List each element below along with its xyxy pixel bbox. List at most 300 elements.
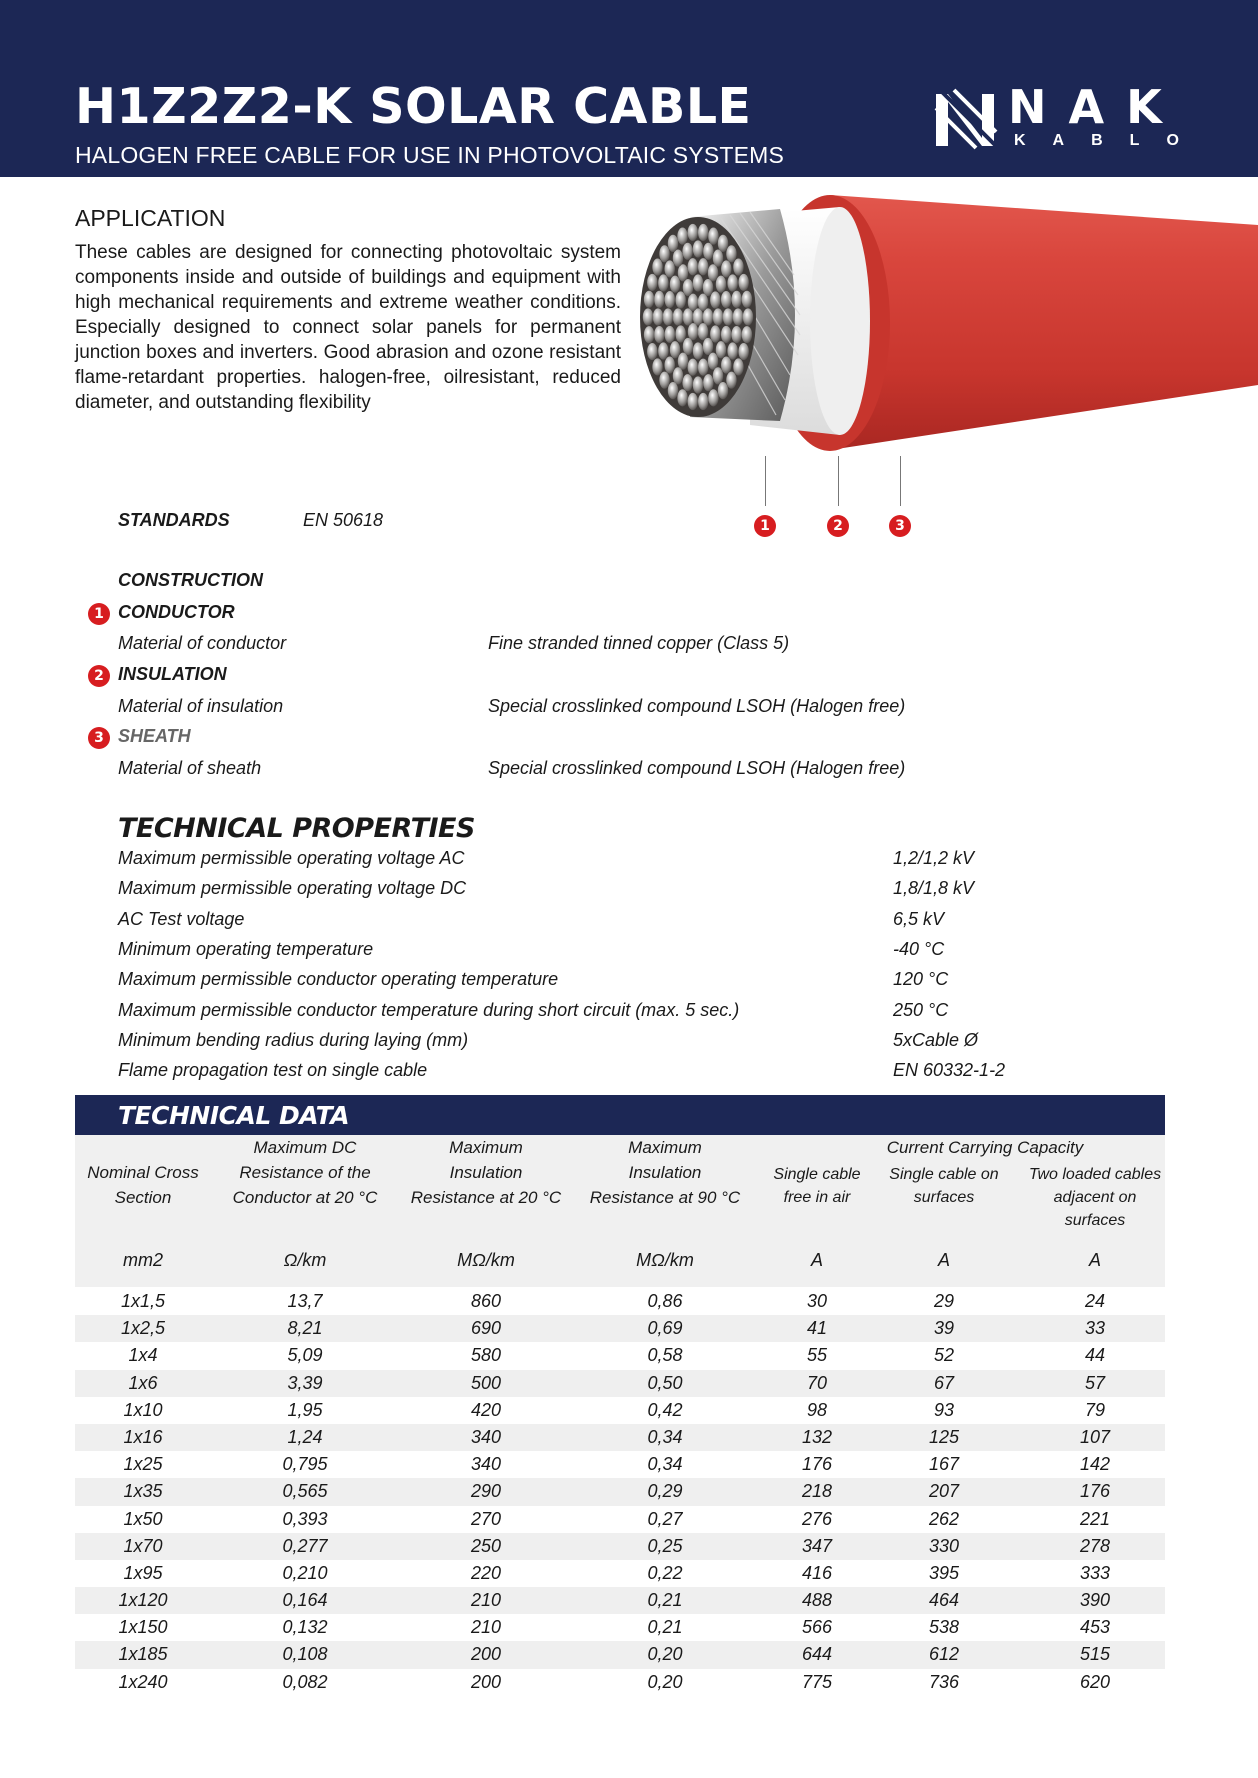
table-cell: 0,164 [282,1590,328,1611]
table-cell: 500 [470,1372,502,1393]
strand-wire [708,228,718,245]
strand-wire [698,294,708,311]
strand-wire [673,367,683,384]
tech-property-row [118,939,1018,969]
table-cell: 566 [801,1617,833,1638]
strand-wire [682,243,692,260]
marker-line-3 [900,456,901,506]
strand-wire [683,308,693,325]
table-cell: 210 [470,1590,502,1611]
table-row [75,1397,1165,1424]
column-header [75,1135,211,1210]
strand-wire [731,291,741,308]
strand-wire [731,326,741,343]
column-unit: MΩ/km [457,1250,515,1270]
table-cell: 0,86 [647,1291,683,1311]
strand-wire [678,353,688,370]
table-cell: 340 [470,1426,502,1447]
table-row [75,1669,1165,1696]
tech-property-row [118,909,1018,939]
header-banner [0,0,1258,177]
tech-property-label: Maximum permissible operating voltage DC [118,878,467,899]
technical-data-heading: TECHNICAL DATA [118,1101,350,1130]
technical-data-bar [75,1095,1165,1135]
table-cell: 690 [470,1318,502,1339]
table-cell: 33 [1084,1318,1106,1339]
column-unit: MΩ/km [636,1250,694,1270]
table-cell: 207 [928,1481,960,1502]
table-cell: 220 [470,1562,502,1583]
strand-wire [713,308,723,325]
table-cell: 488 [801,1590,833,1611]
table-cell: 98 [806,1399,828,1420]
strand-wire [693,240,703,257]
construction-badge-1: 1 [88,603,110,625]
column-header [575,1135,755,1210]
table-cell: 0,42 [647,1399,683,1420]
strand-wire [673,308,683,325]
strand-wire [716,341,726,358]
strand-wire [654,291,664,308]
table-cell: 57 [1084,1372,1106,1393]
table-cell: 250 [470,1535,502,1556]
table-cell: 39 [933,1318,955,1339]
table-cell: 538 [928,1617,960,1638]
brand-logo [934,80,1206,156]
tech-property-label: AC Test voltage [118,908,245,929]
strand-wire [668,235,678,252]
table-cell: 0,20 [647,1644,683,1665]
insulation-material-label: Material of insulation [118,696,284,716]
construction-badge-3: 3 [88,727,110,749]
table-row [75,1587,1165,1614]
column-header-line: free in air [783,1189,851,1206]
column-header-line: Section [114,1188,172,1207]
table-cell: 0,20 [647,1671,683,1692]
strand-wire [713,367,723,384]
strand-wire [710,291,720,308]
table-cell: 276 [801,1508,833,1529]
table-cell: 464 [928,1590,960,1611]
table-cell: 0,108 [282,1644,328,1665]
application-heading: APPLICATION [75,205,226,231]
strand-wire [727,274,737,291]
tech-property-value: 1,8/1,8 kV [893,878,975,899]
tech-property-value: EN 60332-1-2 [893,1060,1006,1081]
table-cell: 1x2,5 [120,1318,166,1339]
tech-property-value: 5xCable Ø [893,1029,979,1050]
column-header-line: Nominal Cross [87,1163,199,1182]
tech-property-label: Minimum bending radius during laying (mm) [118,1029,469,1050]
table-cell: 333 [1079,1562,1111,1583]
strand-wire [721,291,731,308]
table-cell: 262 [928,1508,960,1529]
table-cell: 176 [1079,1481,1111,1502]
table-cell: 176 [801,1454,833,1475]
strand-wire [644,326,654,343]
strand-wire [708,264,718,281]
marker-line-2 [838,456,839,506]
strand-wire [708,389,718,406]
strand-wire [708,353,718,370]
strand-wire [703,308,713,325]
strand-wire [723,308,733,325]
table-cell: 13,7 [287,1291,323,1311]
tech-property-row [118,1060,1018,1090]
strand-wire [675,325,685,342]
table-cell: 395 [928,1562,960,1583]
table-cell: 8,21 [287,1318,323,1339]
logo-name: NAK [1008,80,1184,134]
strand-wire [659,245,669,262]
table-row [75,1560,1165,1587]
table-cell: 142 [1079,1454,1111,1475]
page-title: H1Z2Z2-K SOLAR CABLE [75,78,752,135]
table-cell: 0,58 [647,1345,683,1366]
application-text: These cables are designed for connecting photovoltaic system components inside and outside of buildings and equipment with high mechanical requirements and extreme weather conditions. Especially designed to connect solar panels for permanent junction boxes and inverters. Good abrasion and ozone resistant flame-retardant properties. halogen-free, oilresistant, reduced diameter, and outstanding flexibility [75,242,621,413]
table-cell: 453 [1079,1617,1111,1638]
conductor-material-value: Fine stranded tinned copper (Class 5) [488,633,790,653]
table-cell: 420 [470,1399,502,1420]
table-cell: 775 [801,1671,833,1692]
strand-wire [644,291,654,308]
strand-wire [698,323,708,340]
table-cell: 221 [1079,1508,1111,1529]
table-cell: 5,09 [287,1345,323,1366]
strand-wire [675,291,685,308]
strand-wire [673,250,683,267]
marker-badge-2: 2 [827,515,849,537]
strand-wire [688,224,698,241]
table-cell: 0,132 [282,1617,328,1638]
table-row [75,1288,1165,1315]
cable-illustration [640,185,1258,545]
strand-wire [658,342,668,359]
strand-wire [647,343,657,360]
column-header-line: Single cable [773,1166,861,1183]
column-unit: A [810,1250,823,1270]
column-header-line: Maximum [628,1138,702,1157]
table-row [75,1478,1165,1505]
table-cell: 0,27 [647,1508,683,1529]
column-header-line: Maximum DC [253,1138,357,1157]
strand-wire [721,326,731,343]
table-row [75,1641,1165,1668]
table-cell: 200 [470,1644,502,1665]
strand-wire [742,326,752,343]
table-cell: 52 [933,1345,955,1366]
table-cell: 0,50 [647,1372,683,1393]
strand-wire [743,308,753,325]
column-unit: A [937,1250,950,1270]
table-cell: 0,21 [647,1617,683,1638]
table-cell: 1x150 [118,1617,168,1638]
table-cell: 515 [1079,1644,1111,1665]
table-cell: 0,277 [282,1535,328,1556]
table-cell: 580 [470,1345,502,1366]
tech-property-value: 250 °C [893,999,949,1020]
table-cell: 0,29 [647,1481,683,1502]
table-cell: 79 [1084,1399,1106,1420]
table-cell: 1x95 [123,1562,163,1583]
strand-wire [665,326,675,343]
strand-wire [733,258,743,275]
table-cell: 0,25 [647,1535,683,1556]
table-cell: 1x70 [123,1535,163,1556]
table-cell: 612 [928,1644,960,1665]
strand-wire [688,258,698,275]
strand-wire [733,308,743,325]
strand-wire [677,228,687,245]
column-header-line: Single cable on [889,1166,999,1183]
table-cell: 67 [933,1372,955,1393]
column-header-line: Resistance at 90 °C [589,1188,741,1207]
table-cell: 0,21 [647,1590,683,1611]
strand-wire [703,243,713,260]
strand-wire [647,274,657,291]
table-cell: 30 [806,1291,828,1311]
column-header [215,1135,395,1210]
table-cell: 167 [928,1454,960,1475]
table-cell: 1,24 [287,1426,323,1447]
strand-wire [688,323,698,340]
tech-property-row [118,969,1018,999]
table-cell: 0,082 [282,1671,328,1692]
tech-property-label: Flame propagation test on single cable [118,1060,428,1081]
insulation-material-value: Special crosslinked compound LSOH (Halogen free) [488,696,906,716]
strand-wire [658,274,668,291]
column-header-line: Conductor at 20 °C [232,1188,378,1207]
table-cell: 44 [1084,1345,1106,1366]
table-cell: 0,393 [282,1508,328,1529]
strand-wire [693,274,703,291]
construction-badge-2: 2 [88,665,110,687]
tech-property-value: 120 °C [893,969,949,990]
column-header [752,1163,882,1209]
table-cell: 1x4 [128,1345,158,1366]
column-header [1020,1163,1170,1232]
column-header-line: Insulation [449,1163,523,1182]
table-cell: 3,39 [287,1372,323,1393]
tech-property-label: Minimum operating temperature [118,938,374,959]
technical-properties-heading: TECHNICAL PROPERTIES [118,813,475,844]
strand-wire [698,359,708,376]
table-row [75,1424,1165,1451]
strand-wire [688,359,698,376]
table-cell: 0,795 [282,1454,328,1475]
strand-wire [643,308,653,325]
strand-wire [727,342,737,359]
table-header [75,1135,1165,1287]
tech-property-value: 1,2/1,2 kV [893,848,975,868]
table-cell: 55 [806,1345,828,1366]
strand-wire [718,382,728,399]
strand-wire [698,393,708,410]
column-unit: Ω/km [283,1250,327,1270]
strand-wire [693,342,703,359]
table-cell: 278 [1079,1535,1111,1556]
column-header-line: Resistance of the [239,1163,371,1182]
table-cell: 644 [801,1644,833,1665]
strand-wire [703,374,713,391]
table-cell: 620 [1079,1671,1111,1692]
strand-wire [713,250,723,267]
column-unit: A [1088,1250,1101,1270]
strand-wire [654,326,664,343]
table-cell: 1,95 [287,1399,323,1420]
table-cell: 347 [801,1535,833,1556]
table-cell: 125 [928,1426,960,1447]
strand-wire [683,279,693,296]
strand-wire [726,372,736,389]
table-cell: 330 [928,1535,960,1556]
table-cell: 0,34 [647,1426,683,1447]
table-cell: 70 [806,1372,828,1393]
table-cell: 1x120 [118,1590,168,1611]
table-row [75,1451,1165,1478]
table-row [75,1614,1165,1641]
strand-wire [688,294,698,311]
sheath-material-value: Special crosslinked compound LSOH (Halogen free) [488,758,906,778]
strand-wire [652,358,662,375]
strand-wire [682,374,692,391]
standards-value: EN 50618 [303,510,384,530]
table-cell: 0,210 [282,1562,328,1583]
tech-property-row [118,878,1018,908]
table-cell: 210 [470,1617,502,1638]
marker-badge-1: 1 [754,515,776,537]
table-cell: 0,22 [647,1562,683,1583]
strand-wire [721,356,731,373]
column-header-line [75,1135,211,1160]
strand-wire [698,258,708,275]
table-cell: 218 [801,1481,833,1502]
strand-wire [703,279,713,296]
table-cell: 1x10 [123,1399,163,1420]
strand-wire [742,291,752,308]
tech-property-value: -40 °C [893,938,945,959]
column-header-line: Resistance at 20 °C [410,1188,562,1207]
strand-wire [738,274,748,291]
tech-property-label: Maximum permissible conductor temperature during short circuit (max. 5 sec.) [118,999,740,1020]
strand-wire [688,393,698,410]
strand-wire [668,382,678,399]
tech-property-label: Maximum permissible conductor operating temperature [118,969,559,990]
marker-line-1 [765,456,766,506]
strand-wire [665,260,675,277]
strand-wire [670,276,680,293]
table-row [75,1315,1165,1342]
strand-wire [670,341,680,358]
strand-wire [663,308,673,325]
column-header-line: adjacent on [1053,1189,1137,1206]
column-header-line: surfaces [1064,1212,1126,1229]
strand-wire [665,356,675,373]
column-header-line: Insulation [628,1163,702,1182]
construction-conductor-title: CONDUCTOR [118,602,235,622]
table-cell: 0,69 [647,1318,683,1339]
table-cell: 1x25 [123,1454,163,1475]
table-cell: 200 [470,1671,502,1692]
table-cell: 24 [1084,1291,1106,1311]
page-subtitle: HALOGEN FREE CABLE FOR USE IN PHOTOVOLTAIC SYSTEMS [75,142,785,168]
tech-property-row [118,1030,1018,1060]
strand-wire [653,308,663,325]
table-cell: 41 [806,1318,828,1339]
sheath-material-label: Material of sheath [118,758,262,778]
strand-wire [652,258,662,275]
table-cell: 860 [470,1291,502,1311]
construction-heading: CONSTRUCTION [118,570,263,590]
construction-insulation-title: INSULATION [118,664,227,684]
strand-wire [683,338,693,355]
logo-sub: KABLO [1014,132,1206,149]
column-header [396,1135,576,1210]
table-cell: 270 [470,1508,502,1529]
technical-data-table [75,1288,1165,1696]
table-cell: 1x240 [118,1671,168,1692]
table-cell: 290 [470,1481,502,1502]
table-cell: 736 [928,1671,960,1692]
group-header-current: Current Carrying Capacity [886,1138,1084,1157]
strand-wire [698,224,708,241]
strand-wire [659,372,669,389]
column-header-line: Maximum [449,1138,523,1157]
marker-badge-3: 3 [889,515,911,537]
table-cell: 132 [801,1426,833,1447]
column-header-line: Two loaded cables [1028,1166,1162,1183]
conductor-material-label: Material of conductor [118,633,287,653]
table-row [75,1342,1165,1369]
tech-property-value: 6,5 kV [893,908,945,929]
strand-wire [716,276,726,293]
construction-sheath-title: SHEATH [118,726,191,746]
strand-wire [677,389,687,406]
strand-wire [738,343,748,360]
strand-wire [703,338,713,355]
column-header-line: surfaces [913,1189,975,1206]
strand-wire [693,308,703,325]
strand-wire [693,376,703,393]
table-row [75,1370,1165,1397]
table-cell: 1x185 [118,1644,168,1665]
table-cell: 107 [1079,1426,1111,1447]
standards-label: STANDARDS [118,510,230,530]
column-unit: mm2 [123,1250,163,1270]
tech-property-label: Maximum permissible operating voltage AC [118,848,465,868]
table-cell: 1x16 [123,1426,163,1447]
table-cell: 93 [933,1399,955,1420]
table-cell: 1x6 [128,1372,158,1393]
strand-wire [665,291,675,308]
tech-property-row [118,848,1018,878]
strand-wire [710,325,720,342]
table-cell: 390 [1079,1590,1111,1611]
table-cell: 416 [801,1562,833,1583]
table-cell: 1x50 [123,1508,163,1529]
strand-wire [726,245,736,262]
strand-wire [678,264,688,281]
table-cell: 340 [470,1454,502,1475]
table-cell: 1x35 [123,1481,163,1502]
strand-wire [721,260,731,277]
table-cell: 29 [933,1291,955,1311]
strand-wire [718,235,728,252]
column-header [879,1163,1009,1209]
tech-property-row [118,1000,1018,1030]
strand-wire [733,358,743,375]
table-row [75,1533,1165,1560]
